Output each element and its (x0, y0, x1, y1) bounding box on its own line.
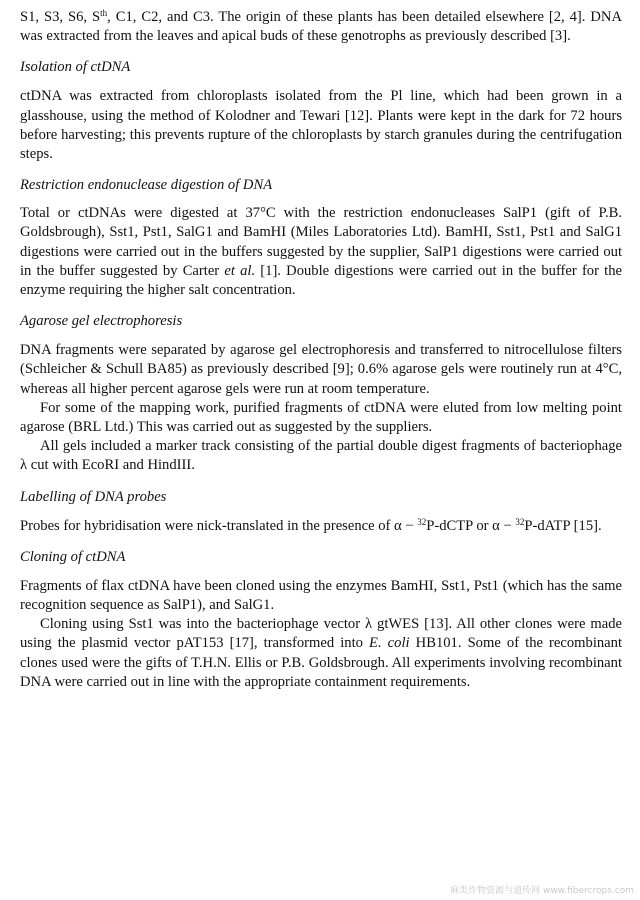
section-labelling-probes (20, 488, 622, 536)
section-paragraph: All gels included a marker track consisting of the partial double digest fragments of bacteriophage λ cut with EcoRI and HindIII. (20, 438, 622, 474)
section-isolation (20, 58, 622, 164)
section-paragraph: Total or ctDNAs were digested at 37°C with the restriction endonucleases SalP1 (gift of P.B. Goldsbrough), Sst1, Pst1, SalG1 and BamHI (Miles Laboratories Ltd). BamHI, Sst1, Pst1 and SalG1 digestions were carried out in the buffers suggested by the supplier, SalP1 digestions were carried out in the buffer suggested by Carter et al. [1]. Double digestions were carried out in the buffer for the enzyme requiring the higher salt concentration. (20, 205, 622, 299)
section-paragraph: Cloning using Sst1 was into the bacteriophage vector λ gtWES [13]. All other clones were made using the plasmid vector pAT153 [17], transformed into E. coli HB101. Some of the recombinant clones used were the gifts of T.H.N. Ellis or P.B. Goldsbrough. All experiments involving recombinant DNA were carried out in line with the appropriate containment requirements. (20, 616, 622, 690)
section-cloning (20, 548, 622, 692)
section-paragraph: For some of the mapping work, purified fragments of ctDNA were eluted from low melting point agarose (BRL Ltd.) This was carried out as suggested by the suppliers. (20, 399, 622, 436)
section-restriction-digestion (20, 176, 622, 300)
section-paragraph: DNA fragments were separated by agarose gel electrophoresis and transferred to nitrocellulose filters (Schleicher & Schull BA85) as previously described [9]; 0.6% agarose gels were routinely run at 4°C, whereas all higher percent agarose gels were run at room temperature. (20, 342, 622, 397)
section-heading: Agarose gel electrophoresis (20, 313, 183, 330)
section-heading: Cloning of ctDNA (20, 548, 126, 565)
watermark: 麻类作物资源与遗传网 www.fibercrops.com (450, 886, 634, 896)
section-heading: Labelling of DNA probes (20, 488, 167, 505)
section-paragraph: Fragments of flax ctDNA have been cloned using the enzymes BamHI, Sst1, Pst1 (which has the same recognition sequence as SalP1), and SalG1. (20, 577, 622, 614)
intro-paragraph: S1, S3, S6, $S^{th}$, C1, C2, and C3. The origin of these plants has been detailed elsewhere [2, 4]. DNA was extracted from the leaves and apical buds of these genotrophs as previously described [3]. (20, 8, 622, 45)
section-heading: Isolation of ctDNA (20, 59, 131, 76)
section-paragraph: Probes for hybridisation were nick-translated in the presence of α − $^{32}$P-dCTP or α − $^{32}$P-dATP [15]. (20, 516, 602, 534)
section-paragraph: ctDNA was extracted from chloroplasts isolated from the Pl line, which had been grown in a glasshouse, using the method of Kolodner and Tewari [12]. Plants were kept in the dark for 72 hours before harvesting; this prevents rupture of the chloroplasts by starch granules during the centrifugation steps. (20, 88, 622, 163)
section-agarose-gel (20, 312, 622, 475)
section-heading: Restriction endonuclease digestion of DNA (20, 177, 273, 194)
